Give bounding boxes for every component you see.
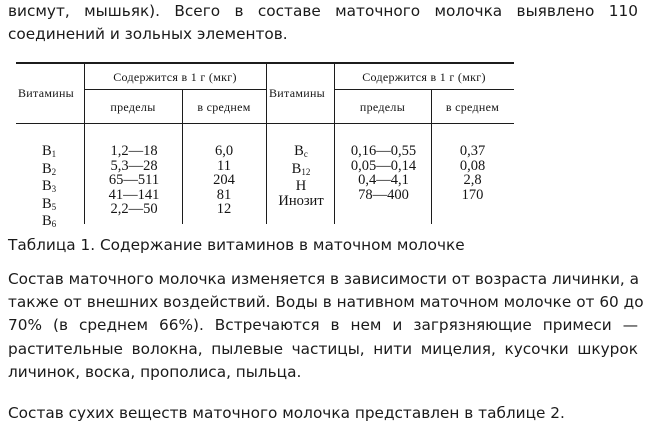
left-range-column (86, 144, 182, 217)
column-header-average: в среднем (445, 100, 500, 114)
range-cell: 0,4—4,1 (358, 172, 409, 189)
vitamin-name: $B_2$ (42, 160, 57, 177)
text-line: 70% (в среднем 66%). Встречаются в нем и загрязняющие примеси — (8, 316, 638, 335)
vitamin-table (16, 62, 514, 230)
average-cell: 0,37 (459, 143, 486, 159)
average-cell: 11 (217, 157, 231, 174)
column-header-content: Содержится в 1 г (мкг) (362, 70, 486, 84)
table-rule (334, 62, 335, 224)
text-line: Состав маточного молочка изменяется в зависимости от возраста личинки, а (8, 270, 640, 288)
left-vitamin-column (42, 144, 56, 232)
table-caption: Таблица 1. Содержание витаминов в маточном молочке (8, 236, 465, 254)
table-rule (84, 89, 266, 90)
table-rule (16, 123, 514, 124)
range-cell: 5,3—28 (110, 157, 158, 174)
range-cell: 65—511 (108, 172, 160, 189)
average-cell: 2,8 (463, 172, 482, 189)
range-cell: 0,16—0,55 (350, 143, 417, 159)
range-cell: 78—400 (358, 186, 409, 203)
column-header-content: Содержится в 1 г (мкг) (113, 70, 237, 84)
text-line: Состав сухих веществ маточного молочка представлен в таблице 2. (8, 404, 565, 422)
vitamin-name: $B_1$ (42, 143, 57, 159)
range-cell: 41—141 (108, 186, 160, 203)
vitamin-name: Инозит (278, 192, 324, 209)
text-line: также от внешних воздействий. Воды в нативном маточном молочке от 60 до (8, 293, 644, 312)
average-cell: 12 (216, 201, 232, 218)
right-vitamin-column (268, 144, 334, 208)
vitamin-name: $B_5$ (42, 195, 57, 212)
column-header-vitamins: Витамины (269, 86, 326, 100)
table-rule (84, 62, 85, 224)
column-header-range: пределы (110, 100, 156, 114)
vitamin-name: $B_6$ (42, 213, 57, 230)
average-cell: 204 (213, 172, 235, 189)
range-cell: 0,05—0,14 (350, 157, 417, 174)
text-line: висмут, мышьяк). Всего в составе маточного молочка выявлено 110 (8, 2, 638, 20)
text-line: растительные волокна, пылевые частицы, нити мицелия, кусочки шкурок (8, 339, 638, 358)
range-cell: 2,2—50 (110, 201, 158, 218)
right-range-column (336, 144, 431, 202)
average-cell: 170 (461, 186, 484, 203)
column-header-range: пределы (359, 100, 406, 114)
paragraph-dry-matter (8, 402, 638, 425)
vitamin-name: $B_c$ (294, 143, 308, 159)
average-cell: 81 (216, 186, 232, 203)
vitamin-name: $B_{12}$ (291, 160, 311, 177)
vitamin-name: $B_3$ (42, 178, 57, 195)
paragraph-composition (8, 268, 644, 384)
average-cell: 0,08 (459, 157, 486, 174)
average-cell: 6,0 (214, 143, 234, 159)
column-header-average: в среднем (197, 100, 251, 114)
table-rule (16, 62, 514, 64)
column-header-vitamins: Витамины (18, 86, 75, 100)
right-average-column (431, 144, 514, 202)
vitamin-name: H (295, 178, 307, 195)
text-line: личинок, воска, прополиса, пыльца. (8, 362, 302, 381)
range-cell: 1,2—18 (110, 143, 158, 159)
left-average-column (182, 144, 266, 217)
table-rule (334, 89, 514, 90)
paragraph-top (8, 0, 638, 46)
text-line: соединений и зольных элементов. (8, 25, 288, 44)
